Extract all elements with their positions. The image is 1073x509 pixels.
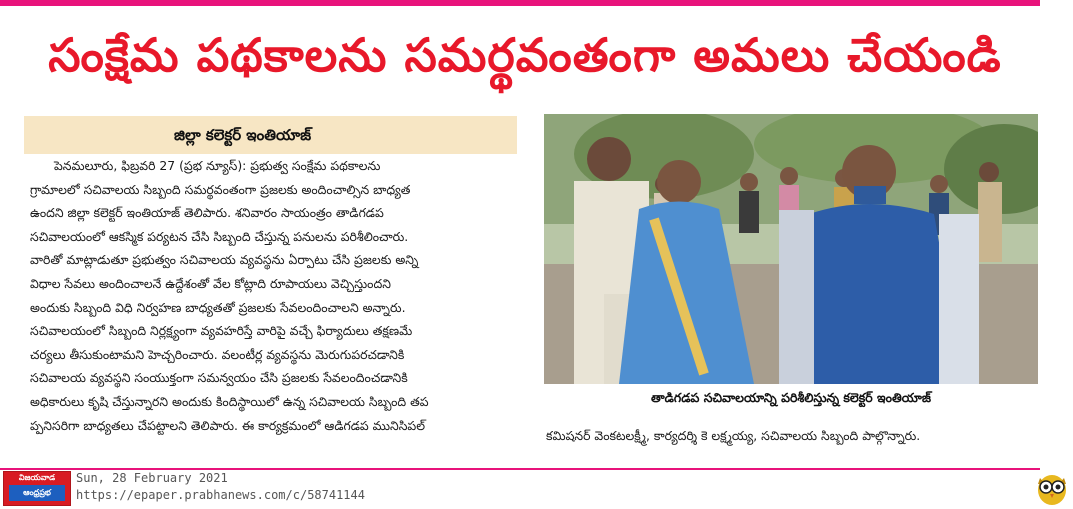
byline: జిల్లా కలెక్టర్ ఇంతియాజ్ — [174, 126, 312, 144]
photo-caption: తాడిగడప సచివాలయాన్ని పరిశీలిస్తున్న కలెక్టర్ ఇంతియాజ్ — [651, 390, 931, 405]
article-line: సచివాలయ వ్యవస్థని సంయుక్తంగా సమన్వయం చేసి ప్రజలకు సేవలందించడానికి — [30, 370, 408, 386]
top-accent-bar — [0, 0, 1040, 6]
article-line: అధికారులు కృషి చేస్తున్నారని అందుకు కిందిస్థాయిలో ఉన్న సచివాలయ సిబ్బంది తప — [30, 393, 429, 409]
article-line: సచివాలయంలో సిబ్బంది నిర్లక్ష్యంగా వ్యవహరిస్తే వారిపై వచ్చే ఫిర్యాదులు తక్షణమే — [30, 323, 413, 339]
byline-box — [24, 116, 517, 154]
article-line: గ్రామాలలో సచివాలయ సిబ్బంది సమర్థవంతంగా ప్రజలకు అందించాల్సిన బాధ్యత — [30, 181, 411, 197]
newspaper-logo[interactable] — [3, 471, 71, 506]
article-line: సచివాలయంలో ఆకస్మిక పర్యటన చేసి సిబ్బంది చేస్తున్న పనులను పరిశీలించారు. — [30, 228, 409, 244]
article-line: విధాల సేవలు అందించాలనే ఉద్దేశంతో వేల కోట్లాది రూపాయలు వెచ్చిస్తుందని — [30, 275, 391, 291]
article-line: పెనమలూరు, ఫిబ్రవరి 27 (ప్రభ న్యూస్): ప్రభుత్వ సంక్షేమ పథకాలను — [54, 158, 381, 173]
logo-title: ఆంధ్రప్రభ — [9, 485, 65, 501]
logo-edition: విజయవాడ — [18, 473, 56, 482]
footer-date: Sun, 28 February 2021 — [76, 471, 228, 485]
news-photo-illustration — [544, 114, 1038, 384]
article-continuation: కమిషనర్ వెంకటలక్ష్మీ, కార్యదర్శి కె లక్ష్మయ్య, సచివాలయ సిబ్బంది పాల్గొన్నారు. — [546, 428, 921, 443]
article-line: ఉందని జిల్లా కలెక్టర్ ఇంతియాజ్ తెలిపారు. శనివారం సాయంత్రం తాడిగడప — [30, 205, 384, 221]
article-line: ప్పనిసరిగా బాధ్యతలు చేపట్టాలని తెలిపారు. ఈ కార్యక్రమంలో ఆడిగడప మునిసిపల్ — [30, 417, 426, 433]
news-photo — [544, 114, 1038, 384]
article-body — [30, 154, 530, 437]
footer-url-link[interactable]: https://epaper.prabhanews.com/c/58741144 — [76, 488, 365, 502]
owl-icon[interactable] — [1035, 470, 1069, 506]
article-line: వారితో మాట్లాడుతూ ప్రభుత్వం సచివాలయ వ్యవస్థను ఏర్పాటు చేసి ప్రజలకు అన్ని — [30, 252, 419, 268]
article-line: అందుకు సిబ్బంది విధి నిర్వహణ బాధ్యతతో ప్రజలకు సేవలందించాలని అన్నారు. — [30, 299, 406, 315]
article-line: చర్యలు తీసుకుంటామని హెచ్చరించారు. వలంటీర్ల వ్యవస్థను మెరుగుపరచడానికి — [30, 346, 405, 362]
headline: సంక్షేమ పథకాలను సమర్థవంతంగా అమలు చేయండి — [48, 28, 1002, 82]
